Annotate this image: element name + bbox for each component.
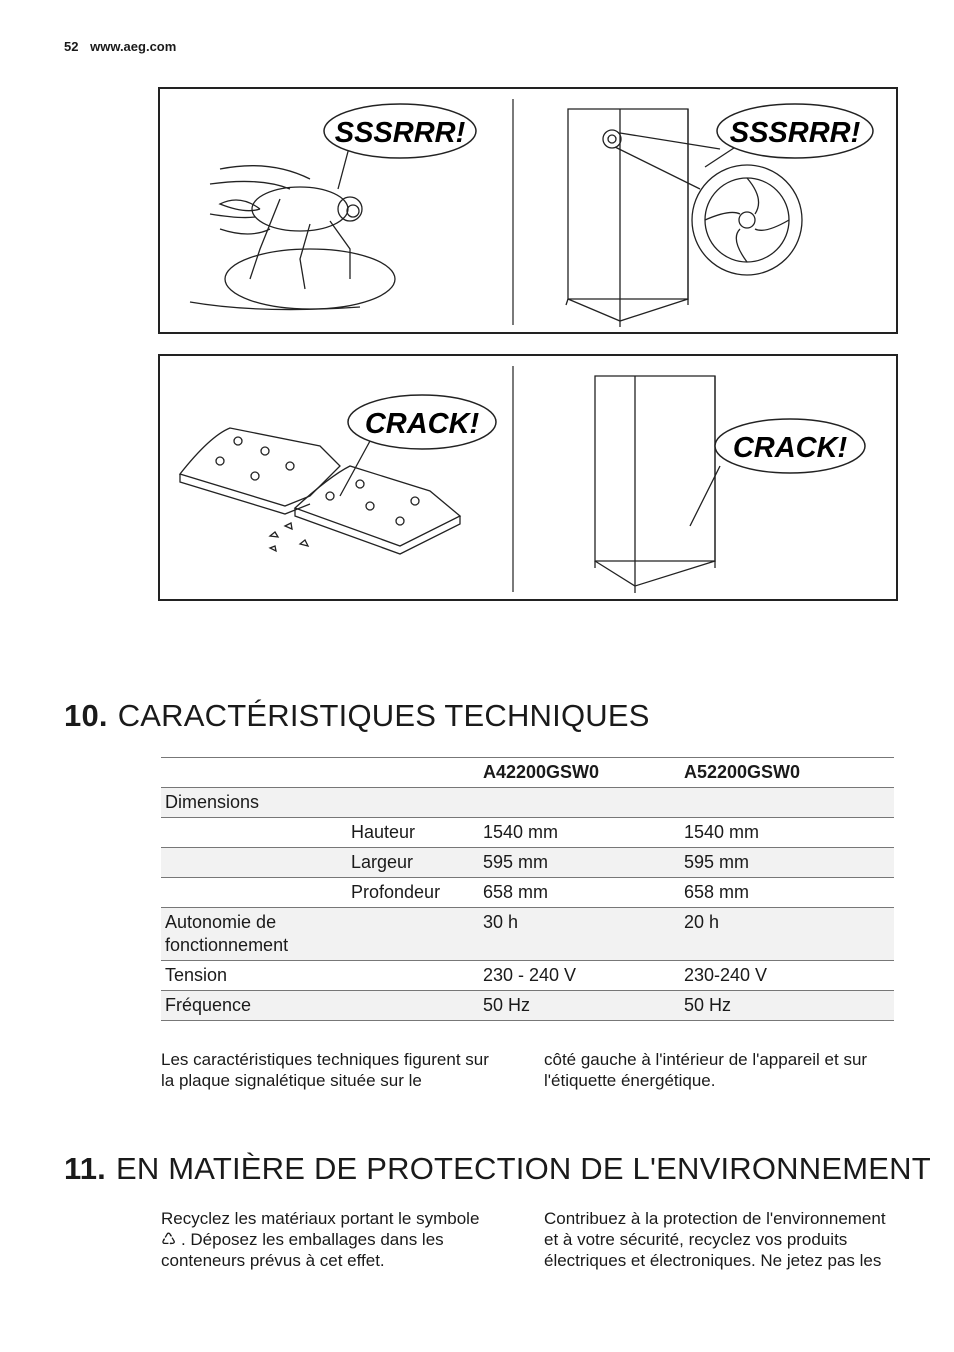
value-a: 658 mm (479, 878, 680, 908)
value-a: 30 h (479, 908, 680, 961)
row-sublabel (347, 908, 479, 961)
spec-table (161, 757, 894, 1021)
header-cell (347, 758, 479, 788)
row-sublabel (347, 991, 479, 1021)
table-row (161, 991, 894, 1021)
row-sublabel (347, 961, 479, 991)
sound-label-2: SSSRRR! (729, 117, 861, 149)
section-11-title (64, 1151, 931, 1187)
value-a: 50 Hz (479, 991, 680, 1021)
row-label: Tension (161, 961, 347, 991)
illustration-svg-2 (160, 356, 900, 603)
value-b: 595 mm (680, 848, 894, 878)
value-b (680, 788, 894, 818)
freezer-icon (595, 376, 715, 593)
environment-para-right: Contribuez à la protection de l'environnement et à votre sécurité, recyclez vos produits électriques et électroniques. Ne jetez pas les (544, 1209, 886, 1270)
value-a: 230 - 240 V (479, 961, 680, 991)
illustration-svg-1 (160, 89, 900, 336)
fly-icon (190, 166, 395, 310)
section-heading: EN MATIÈRE DE PROTECTION DE L'ENVIRONNEMENT (115, 1151, 931, 1186)
sound-label-1: SSSRRR! (334, 117, 466, 149)
row-label: Fréquence (161, 991, 347, 1021)
row-label (161, 878, 347, 908)
value-b: 1540 mm (680, 818, 894, 848)
sound-label-4: CRACK! (732, 432, 848, 464)
row-label (161, 848, 347, 878)
row-sublabel: Largeur (347, 848, 479, 878)
table-row (161, 908, 894, 961)
row-label (161, 818, 347, 848)
value-b: 658 mm (680, 878, 894, 908)
row-label: Dimensions (161, 788, 347, 818)
section-number: 11. (64, 1151, 106, 1186)
value-b: 50 Hz (680, 991, 894, 1021)
row-sublabel (347, 788, 479, 818)
sound-label-3: CRACK! (364, 408, 480, 440)
section-10-title (64, 698, 650, 734)
section-number: 10. (64, 698, 108, 733)
value-a (479, 788, 680, 818)
header-cell: A52200GSW0 (680, 758, 894, 788)
table-row (161, 848, 894, 878)
site-url: www.aeg.com (90, 39, 177, 54)
section-heading: CARACTÉRISTIQUES TECHNIQUES (117, 698, 650, 733)
row-label: Autonomie de fonctionnement (161, 908, 347, 961)
row-sublabel: Profondeur (347, 878, 479, 908)
table-row (161, 878, 894, 908)
value-b: 20 h (680, 908, 894, 961)
page-number: 52 (64, 39, 79, 54)
page-header (64, 39, 176, 54)
illustration-panel-sound (158, 87, 898, 334)
table-row (161, 788, 894, 818)
value-a: 1540 mm (479, 818, 680, 848)
illustration-panel-crack (158, 354, 898, 601)
header-cell (161, 758, 347, 788)
header-cell: A42200GSW0 (479, 758, 680, 788)
spec-note-right: côté gauche à l'intérieur de l'appareil et sur l'étiquette énergétique. (544, 1050, 868, 1090)
spec-note-left: Les caractéristiques techniques figurent sur la plaque signalétique située sur le (161, 1050, 489, 1090)
row-sublabel: Hauteur (347, 818, 479, 848)
value-a: 595 mm (479, 848, 680, 878)
table-header-row (161, 758, 894, 788)
table-row (161, 961, 894, 991)
value-b: 230-240 V (680, 961, 894, 991)
table-row (161, 818, 894, 848)
environment-para-left: Recyclez les matériaux portant le symbole ♺ . Déposez les emballages dans les conteneurs prévus à cet effet. (161, 1209, 480, 1270)
